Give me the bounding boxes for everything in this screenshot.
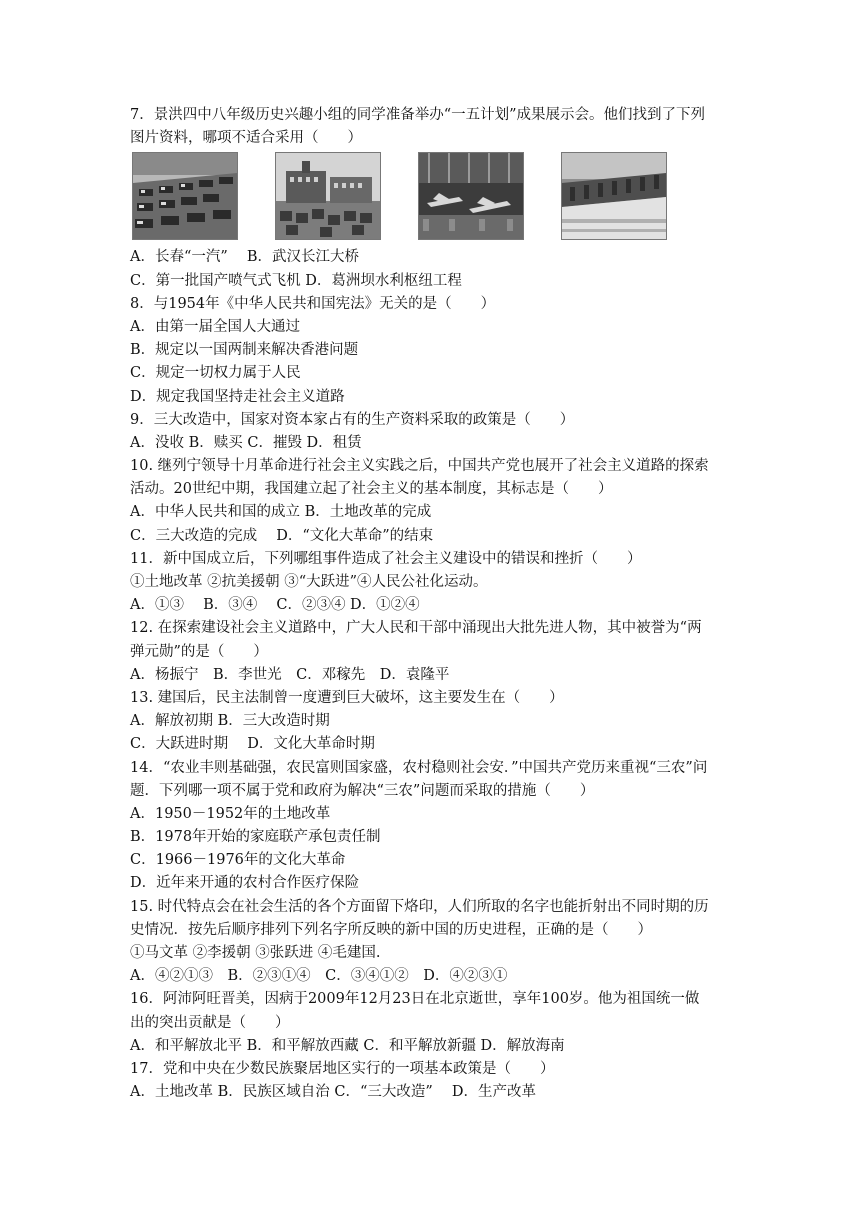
photo-wuhan-bridge xyxy=(275,152,381,240)
photo-changchun-faw-image xyxy=(133,153,237,239)
photo-gezhouba-dam xyxy=(561,152,667,240)
question-13-option-line-1: A．解放初期 B．三大改造时期 xyxy=(130,713,330,730)
question-12-stem-line-1: 12. 在探索建设社会主义道路中，广大人民和干部中涌现出大批先进人物，其中被誉为“两 xyxy=(130,620,702,637)
photo-jet-aircraft-image xyxy=(419,153,523,239)
photo-gezhouba-dam-image xyxy=(562,153,666,239)
question-15-stem-line-2: 史情况．按先后顺序排列下列名字所反映的新中国的历史进程，正确的是（ ） xyxy=(130,921,652,938)
photo-jet-aircraft xyxy=(418,152,524,240)
question-7-option-line-1: A．长春“一汽” B．武汉长江大桥 xyxy=(130,249,360,266)
exam-page xyxy=(130,104,740,1104)
question-8-option-a: A．由第一届全国人大通过 xyxy=(130,318,300,335)
question-12-stem-line-2: 弹元勋”的是（ ） xyxy=(130,643,268,660)
question-14-option-c: C．1966－1976年的文化大革命 xyxy=(130,852,346,869)
question-14-option-a: A．1950－1952年的土地改革 xyxy=(130,805,331,822)
question-14-stem-line-1: 14．“农业丰则基础强，农民富则国家盛，农村稳则社会安．”中国共产党历来重视“三农”问 xyxy=(130,759,708,776)
question-16-option-line-1: A．和平解放北平 B．和平解放西藏 C．和平解放新疆 D．解放海南 xyxy=(130,1037,565,1054)
question-16-stem-line-2: 出的突出贡献是（ ） xyxy=(130,1014,290,1031)
question-10-option-line-2: C．三大改造的完成 D．“文化大革命”的结束 xyxy=(130,527,434,544)
question-8-option-b: B．规定以一国两制来解决香港问题 xyxy=(130,342,359,359)
question-14-stem-line-2: 题．下列哪一项不属于党和政府为解决“三农”问题而采取的措施（ ） xyxy=(130,782,595,799)
question-11-option-line-1: A．①③ B．③④ C．②③④ D．①②④ xyxy=(130,597,420,614)
question-17-option-line-1: A．土地改革 B．民族区域自治 C．“三大改造” D．生产改革 xyxy=(130,1084,536,1101)
question-14-option-b: B．1978年开始的家庭联产承包责任制 xyxy=(130,829,381,846)
question-10-stem-line-2: 活动。20世纪中期，我国建立起了社会主义的基本制度，其标志是（ ） xyxy=(130,481,613,498)
photo-changchun-faw xyxy=(132,152,238,240)
question-7-stem-line-2: 图片资料，哪项不适合采用（ ） xyxy=(130,130,362,147)
question-8-option-d: D．规定我国坚持走社会主义道路 xyxy=(130,388,345,405)
question-12-option-line-1: A．杨振宁 B．李世光 C．邓稼先 D．袁隆平 xyxy=(130,666,450,683)
photo-wuhan-bridge-image xyxy=(276,153,380,239)
question-13-option-line-2: C．大跃进时期 D．文化大革命时期 xyxy=(130,736,375,753)
question-15-stem-line-1: 15. 时代特点会在社会生活的各个方面留下烙印，人们所取的名字也能折射出不同时期的历 xyxy=(130,898,709,915)
question-10-stem-line-1: 10. 继列宁领导十月革命进行社会主义实践之后，中国共产党也展开了社会主义道路的探索 xyxy=(130,458,709,475)
question-10-option-line-1: A．中华人民共和国的成立 B．土地改革的完成 xyxy=(130,504,432,521)
question-8-option-c: C．规定一切权力属于人民 xyxy=(130,365,301,382)
question-11-stem-line-1: 11．新中国成立后，下列哪组事件造成了社会主义建设中的错误和挫折（ ） xyxy=(130,550,642,567)
question-9-option-line-1: A．没收 B．赎买 C．摧毁 D．租赁 xyxy=(130,434,362,451)
question-15-stem-line-3: ①马文革 ②李援朝 ③张跃进 ④毛建国. xyxy=(130,945,381,961)
question-7-stem-line-1: 7．景洪四中八年级历史兴趣小组的同学准备举办“一五计划”成果展示会。他们找到了下列 xyxy=(130,107,706,123)
question-7-option-line-2: C．第一批国产喷气式飞机 D．葛洲坝水利枢纽工程 xyxy=(130,272,462,289)
question-13-stem-line-1: 13. 建国后，民主法制曾一度遭到巨大破坏，这主要发生在（ ） xyxy=(130,689,564,706)
question-14-option-d: D．近年来开通的农村合作医疗保险 xyxy=(130,875,360,892)
question-16-stem-line-1: 16．阿沛阿旺晋美，因病于2009年12月23日在北京逝世，享年100岁。他为祖国统一做 xyxy=(130,991,700,1008)
question-15-option-line-1: A．④②①③ B．②③①④ C．③④①② D．④②③① xyxy=(130,968,508,985)
question-17-stem-line-1: 17．党和中央在少数民族聚居地区实行的一项基本政策是（ ） xyxy=(130,1060,555,1077)
question-8-stem-line-1: 8．与1954年《中华人民共和国宪法》无关的是（ ） xyxy=(130,295,496,312)
question-11-stem-line-2: ①土地改革 ②抗美援朝 ③“大跃进”④人民公社化运动。 xyxy=(130,574,488,590)
question-9-stem-line-1: 9．三大改造中，国家对资本家占有的生产资料采取的政策是（ ） xyxy=(130,411,575,428)
question-7-photos xyxy=(130,152,740,244)
